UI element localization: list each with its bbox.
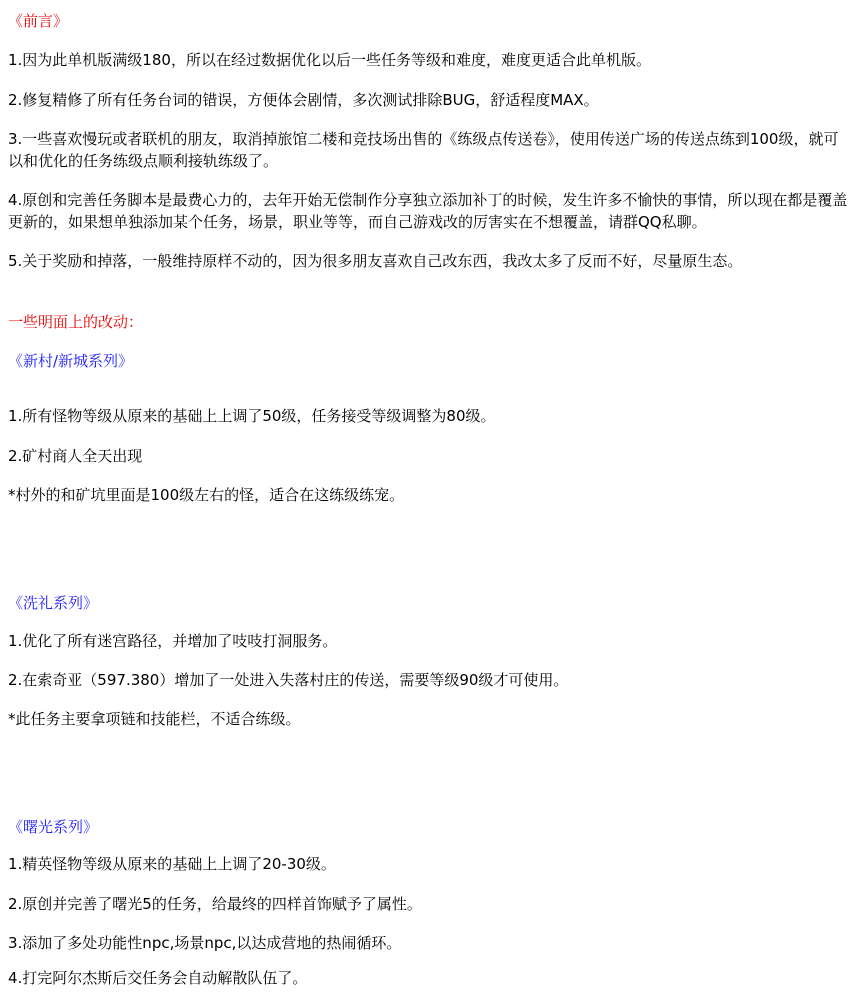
dawn-item-3: 3.添加了多处功能性npc,场景npc,以达成营地的热闹循环。 (8, 934, 402, 952)
section-title-dawn: 《曙光系列》 (8, 818, 99, 836)
preface-title: 《前言》 (8, 12, 69, 30)
newvillage-item-1: 1.所有怪物等级从原来的基础上上调了50级，任务接受等级调整为80级。 (8, 407, 496, 425)
baptism-item-2: 2.在索奇亚（597.380）增加了一处进入失落村庄的传送，需要等级90级才可使用。 (8, 671, 569, 689)
dawn-item-2: 2.原创并完善了曙光5的任务，给最终的四样首饰赋予了属性。 (8, 895, 422, 913)
section-title-newvillage: 《新村/新城系列》 (8, 352, 134, 370)
baptism-item-1: 1.优化了所有迷宫路径，并增加了吱吱打洞服务。 (8, 632, 338, 650)
section-title-baptism: 《洗礼系列》 (8, 594, 99, 612)
preface-item-2: 2.修复精修了所有任务台词的错误，方便体会剧情，多次测试排除BUG，舒适程度MAX。 (8, 91, 599, 109)
newvillage-item-2: 2.矿村商人全天出现 (8, 447, 143, 465)
preface-item-4: 4.原创和完善任务脚本是最费心力的，去年开始无偿制作分享独立添加补丁的时候，发生许多不愉快的事情，所以现在都是覆盖更新的，如果想单独添加某个任务，场景，职业等等，而自己游戏改的厉害实在不想覆盖，请群QQ私聊。 (8, 191, 848, 231)
changes-heading: 一些明面上的改动： (8, 313, 144, 331)
preface-item-1: 1.因为此单机版满级180，所以在经过数据优化以后一些任务等级和难度，难度更适合此单机版。 (8, 51, 651, 69)
preface-item-3: 3.一些喜欢慢玩或者联机的朋友，取消掉旅馆二楼和竞技场出售的《练级点传送卷》，使用传送广场的传送点练到100级，就可以和优化的任务练级点顺利接轨练级了。 (8, 130, 839, 170)
dawn-item-4: 4.打完阿尔杰斯后交任务会自动解散队伍了。 (8, 969, 308, 987)
preface-item-5: 5.关于奖励和掉落，一般维持原样不动的，因为很多朋友喜欢自己改东西，我改太多了反而不好，尽量原生态。 (8, 252, 743, 270)
newvillage-item-3: *村外的和矿坑里面是100级左右的怪，适合在这练级练宠。 (8, 486, 405, 504)
baptism-item-3: *此任务主要拿项链和技能栏，不适合练级。 (8, 710, 301, 728)
dawn-item-1: 1.精英怪物等级从原来的基础上上调了20-30级。 (8, 855, 336, 873)
